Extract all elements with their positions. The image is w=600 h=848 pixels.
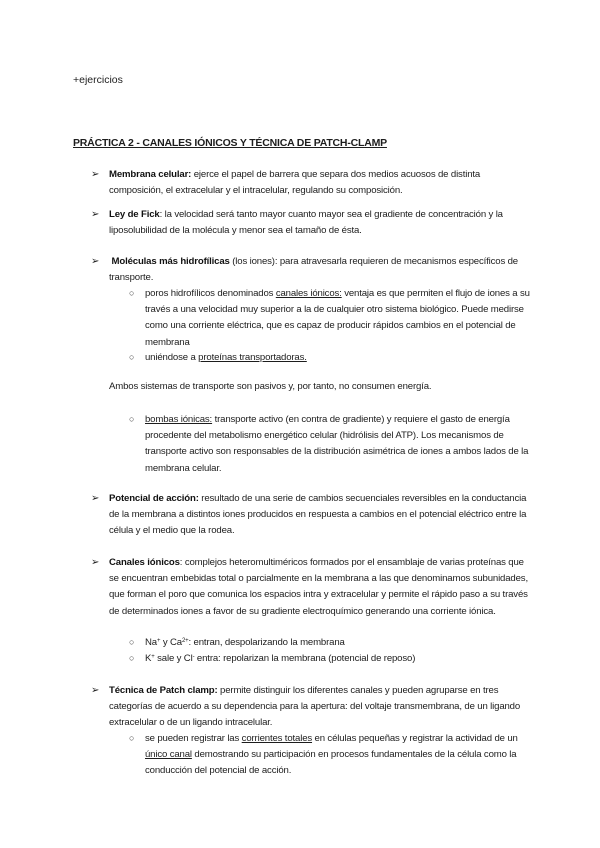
paragraph-canales — [109, 555, 534, 620]
ion-cl: sale y Cl — [154, 653, 193, 664]
sub-text: ventaja es que permiten el flujo de iones a su través a una velocidad muy superior a la de cualquier otro sistema biológico. Puede medirse como una corriente eléctrica, que es capaz de producir rápidos cambios en el potencial de membrana — [145, 288, 530, 348]
term-potencial: Potencial de acción: — [109, 493, 199, 504]
link-unico-canal: único canal — [145, 749, 192, 761]
charge: - — [192, 654, 195, 660]
sub-text: transporte activo (en contra de gradiente) y requiere el gasto de energía procedente del metabolismo energético celular (hidrólisis del ATP). Los mecanismos de transporte activo son responsables de la distribución asimétrica de iones a ambos lados de la membrana celular. — [145, 414, 529, 474]
sub-bombas-ionicas — [145, 412, 530, 477]
sub-patch — [145, 731, 530, 780]
term-fick: Ley de Fick — [109, 209, 160, 220]
sub-text: uniéndose a — [145, 352, 199, 363]
term-hidrofilicas: Moléculas más hidrofílicas — [111, 256, 230, 267]
link-bombas-ionicas: bombas iónicas: — [145, 414, 213, 425]
link-proteinas-transportadoras: proteínas transportadoras. — [198, 352, 307, 363]
charge: + — [151, 654, 155, 660]
arrow-bullet: ➢ — [91, 209, 100, 220]
term-canales: Canales iónicos — [109, 557, 180, 568]
arrow-bullet: ➢ — [91, 685, 100, 696]
paragraph-patch — [109, 683, 534, 732]
arrow-bullet: ➢ — [91, 557, 100, 568]
paragraph-fick — [109, 207, 534, 239]
arrow-bullet: ➢ — [91, 169, 100, 180]
note-transporte-pasivo: Ambos sistemas de transporte son pasivos y, por tanto, no consumen energía. — [109, 381, 432, 392]
circle-bullet: ○ — [129, 653, 135, 663]
page-title: PRÁCTICA 2 - CANALES IÓNICOS Y TÉCNICA DE PATCH-CLAMP — [73, 137, 387, 149]
link-corrientes-totales: corrientes totales — [241, 733, 313, 744]
text-patch: permite distinguir los diferentes canales y pueden agruparse en tres categorías de acuerdo a su dependencia para la apertura: del voltaje transmembrana, de un ligando extracelular o de un ligando intracelular. — [109, 685, 521, 729]
text-fick: : la velocidad será tanto mayor cuanto mayor sea el gradiente de concentración y la liposolubilidad de la molécula y menor sea el tamaño de ésta. — [109, 209, 503, 237]
paragraph-hidrofilicas — [109, 254, 534, 286]
sub-canales-ionicos — [145, 286, 530, 351]
text-potencial: resultado de una serie de cambios secuenciales reversibles en la conductancia de la membrana a distintos iones producidos en respuesta a cambios en el potencial eléctrico entre la célula y el medio que la rodea. — [109, 493, 527, 537]
circle-bullet: ○ — [129, 637, 135, 647]
term-membrana: Membrana celular: — [109, 169, 192, 180]
sub-na-ca — [145, 635, 530, 651]
sub-text: poros hidrofílicos denominados — [145, 288, 276, 299]
circle-bullet: ○ — [129, 733, 135, 743]
sub-text: demostrando su participación en procesos fundamentales de la célula como la conducción del potencial de acción. — [145, 749, 517, 777]
arrow-bullet: ➢ — [91, 493, 100, 504]
text-membrana: ejerce el papel de barrera que separa dos medios acuosos de distinta composición, el extracelular y el intracelular, regulando su composición. — [109, 169, 481, 197]
sub-text: : entran, despolarizando la membrana — [188, 637, 345, 648]
paragraph-potencial — [109, 491, 534, 540]
sub-text: entra: repolarizan la membrana (potencial de reposo) — [194, 653, 416, 664]
ion-na: Na — [145, 637, 157, 648]
charge: 2+ — [181, 638, 189, 644]
charge: + — [156, 638, 161, 644]
sub-k-cl — [145, 651, 530, 667]
arrow-bullet: ➢ — [91, 256, 100, 267]
text-canales: : complejos heteromultiméricos formados por el ensamblaje de varias proteínas que se encuentran embebidas total o parcialmente en la membrana a las que denominamos subunidades, que forman el poro que comunica los espacios intra y extracelular y permite el rápido paso a su través de determinados iones a favor de su gradiente electroquímico generando una corriente iónica. — [109, 557, 528, 617]
circle-bullet: ○ — [129, 414, 135, 424]
paragraph-membrana — [109, 167, 534, 199]
term-patch: Técnica de Patch clamp: — [109, 685, 218, 696]
ion-ca: y Ca — [160, 637, 182, 648]
header-note: +ejercicios — [73, 74, 123, 86]
ion-k: K — [145, 653, 152, 664]
circle-bullet: ○ — [129, 352, 135, 362]
sub-proteinas — [145, 350, 530, 366]
sub-text: se pueden registrar las — [145, 733, 242, 744]
text-hidrofilicas: (los iones): para atravesarla requieren de mecanismos específicos de transporte. — [109, 256, 518, 284]
link-canales-ionicos: canales iónicos: — [275, 288, 342, 299]
circle-bullet: ○ — [129, 288, 135, 298]
sub-text: en células pequeñas y registrar la actividad de un — [312, 733, 518, 744]
